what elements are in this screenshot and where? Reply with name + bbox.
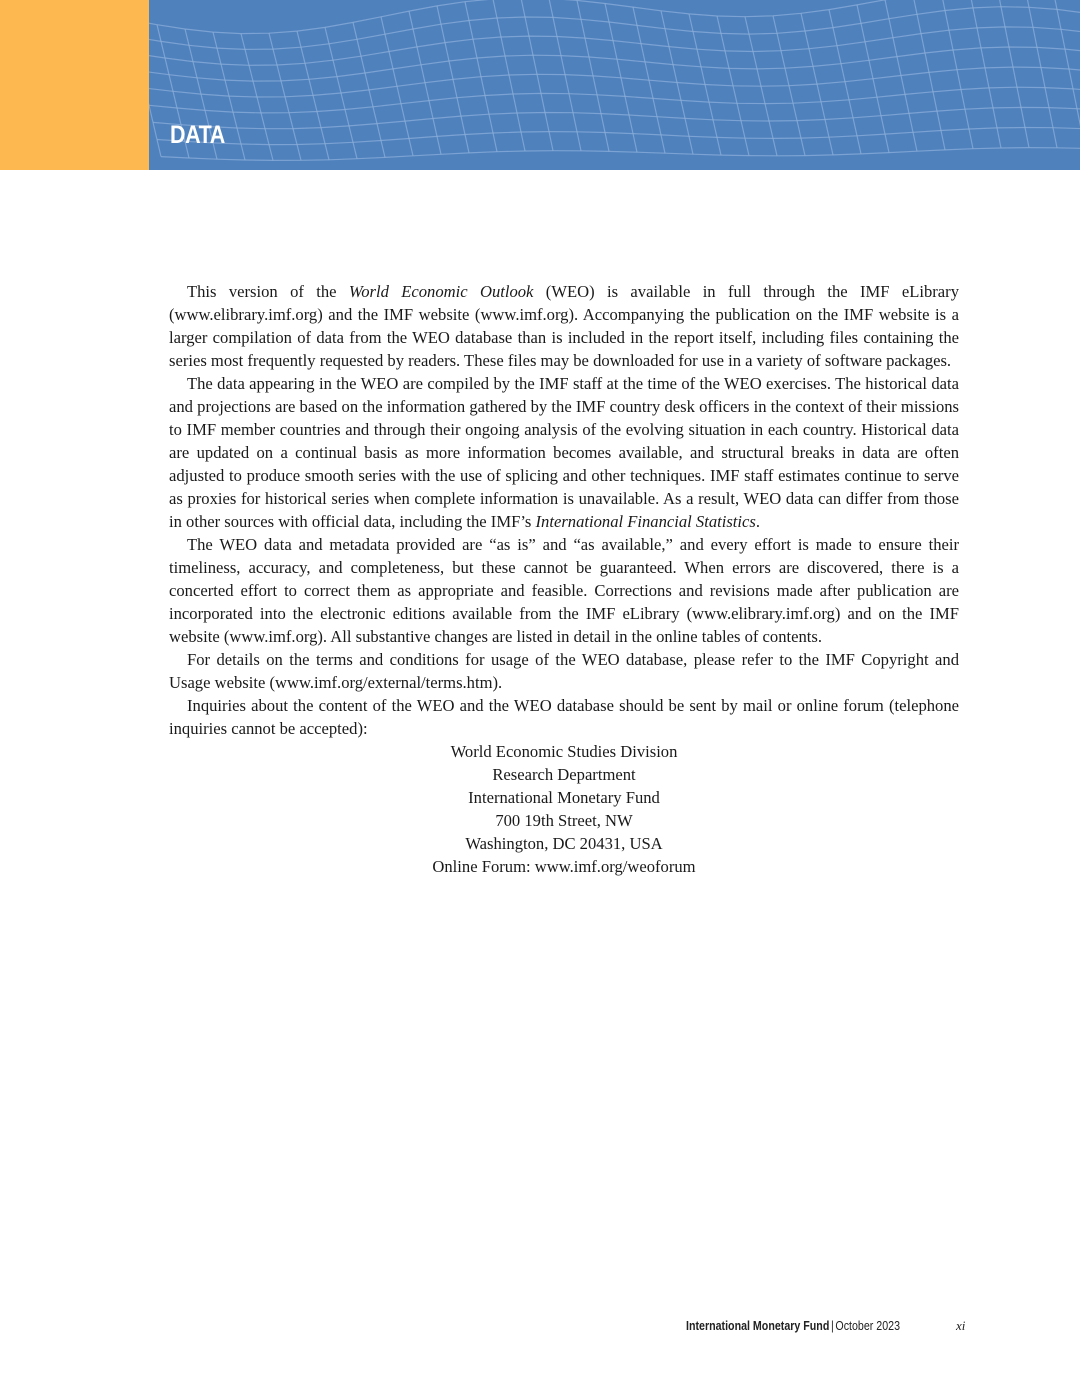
mailing-address [169, 740, 959, 878]
address-line: 700 19th Street, NW [495, 811, 633, 830]
body-text [169, 280, 959, 878]
paragraph-2: The data appearing in the WEO are compiled by the IMF staff at the time of the WEO exercises. The historical data and projections are based on the information gathered by the IMF country desk officers in the context of their missions to IMF member countries and through their ongoing analysis of the evolving situation in each country. Historical data are updated on a continual basis as more information becomes available, and structural breaks in data are often adjusted to produce smooth series with the use of splicing and other techniques. IMF staff estimates continue to serve as proxies for historical series when complete information is unavailable. As a result, WEO data can differ from those in other sources with official data, including the IMF’s International Financial Statistics. [169, 374, 959, 531]
footer-separator: | [830, 1318, 834, 1333]
paragraph-1: This version of the World Economic Outlook (WEO) is available in full through the IMF eLibrary (www.elibrary.imf.org) and the IMF website (www.imf.org). Accompanying the publication on the IMF website is a larger compilation of data from the WEO database than is included in the report itself, including files containing the series most frequently requested by readers. These files may be downloaded for use in a variety of software packages. [169, 282, 959, 370]
header-background [149, 0, 1080, 170]
address-line: Research Department [492, 765, 636, 784]
accent-block [0, 0, 149, 170]
page-number: xi [956, 1318, 966, 1333]
address-line: World Economic Studies Division [450, 742, 678, 761]
address-line: Online Forum: www.imf.org/weoforum [432, 857, 696, 876]
paragraph-5: Inquiries about the content of the WEO and the WEO database should be sent by mail or online forum (telephone inquiries cannot be accepted): [169, 696, 959, 738]
footer-date: October 2023 [835, 1318, 900, 1333]
section-title: DATA [170, 121, 225, 149]
address-line: Washington, DC 20431, USA [465, 834, 663, 853]
header-band [0, 0, 1080, 170]
paragraph-3: The WEO data and metadata provided are “as is” and “as available,” and every effort is made to ensure their timeliness, accuracy, and completeness, but these cannot be guaranteed. When errors are discovered, there is a concerted effort to correct them as appropriate and feasible. Corrections and revisions made after publication are incorporated into the electronic editions available from the IMF eLibrary (www.elibrary.imf.org) and on the IMF website (www.imf.org). All substantive changes are listed in detail in the online tables of contents. [169, 535, 959, 646]
paragraph-4: For details on the terms and conditions for usage of the WEO database, please refer to the IMF Copyright and Usage website (www.imf.org/external/terms.htm). [169, 650, 959, 692]
page-footer [654, 1318, 900, 1333]
footer-organization: International Monetary Fund [686, 1318, 830, 1333]
wireframe-pattern [149, 0, 1080, 170]
address-line: International Monetary Fund [468, 788, 660, 807]
